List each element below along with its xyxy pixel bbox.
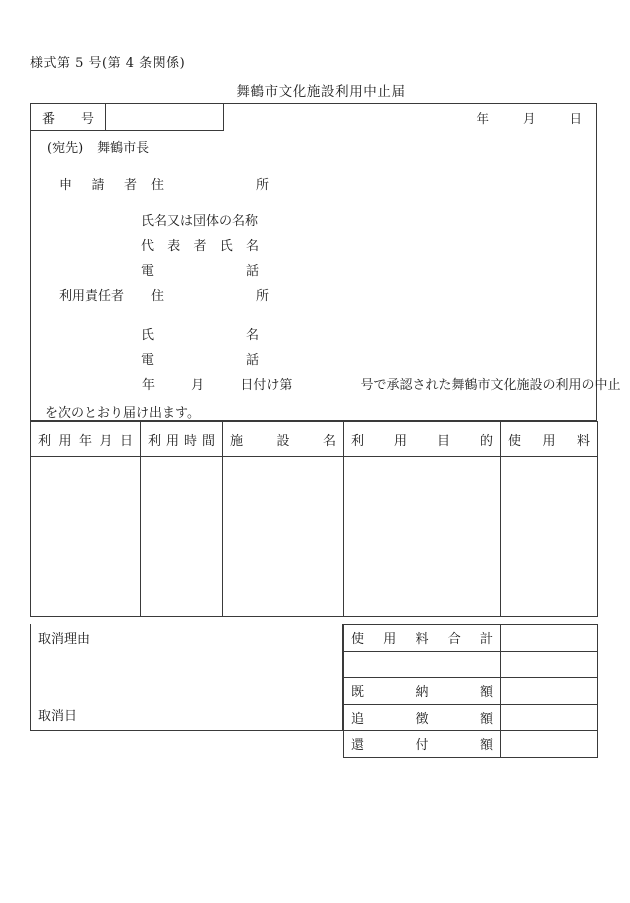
header-use-time: 利 用 時 間	[141, 422, 223, 457]
fee-row-total	[344, 625, 598, 652]
applicant-section-label: 申 請 者	[59, 178, 137, 193]
approval-day-label: 日付け第	[240, 378, 293, 393]
addressee-line	[47, 137, 149, 156]
applicant-address-label: 住 所	[151, 178, 269, 193]
manager-section-label: 利用責任者	[59, 289, 125, 304]
date-year-label: 年	[476, 111, 489, 126]
usage-table-header-row	[31, 422, 598, 457]
manager-tel-label: 電 話	[141, 353, 259, 368]
usage-table	[30, 421, 598, 617]
cancellation-block	[30, 624, 597, 758]
fee-total-label: 使 用 料 合 計	[344, 625, 501, 652]
document-title: 舞鶴市文化施設利用中止届	[236, 84, 406, 100]
cell-usage-fee[interactable]	[501, 457, 598, 617]
header-use-date: 利 用 年 月 日	[31, 422, 141, 457]
approval-year-label: 年	[142, 378, 156, 393]
table-row	[31, 457, 598, 617]
number-label	[31, 104, 106, 131]
applicant-org-name-label: 氏名又は団体の名称	[141, 214, 259, 229]
fee-row-refund	[344, 731, 598, 758]
fee-row-extra-charge	[344, 704, 598, 731]
date-month-label: 月	[522, 111, 536, 126]
date-day-label: 日	[569, 111, 582, 126]
approval-line-2: を次のとおり届け出ます。	[45, 406, 200, 421]
extra-charge-label: 追 徴 額	[344, 704, 501, 731]
extra-charge-value[interactable]	[501, 704, 598, 731]
applicant-block	[30, 103, 621, 421]
approval-number-text: 号で承認された舞鶴市文化施設の利用の中止	[360, 378, 621, 393]
fee-blank-label[interactable]	[344, 651, 501, 678]
cell-facility[interactable]	[223, 457, 344, 617]
fee-total-value[interactable]	[501, 625, 598, 652]
cancellation-reason-label: 取消理由	[38, 632, 91, 647]
applicant-org-name-row	[141, 210, 258, 229]
applicant-tel-row	[141, 260, 259, 279]
manager-name-row	[141, 324, 259, 343]
issue-date-line	[476, 109, 582, 127]
cell-purpose[interactable]	[344, 457, 501, 617]
number-label-char-1: 番	[42, 111, 56, 127]
fee-row-blank	[344, 651, 598, 678]
addressee-prefix: (宛先)	[47, 141, 84, 156]
header-usage-fee: 使 用 料	[501, 422, 598, 457]
cell-use-date[interactable]	[31, 457, 141, 617]
manager-name-label: 氏 名	[141, 328, 259, 343]
refund-value[interactable]	[501, 731, 598, 758]
already-paid-value[interactable]	[501, 678, 598, 705]
cancellation-reason-cell[interactable]	[30, 624, 343, 731]
cancellation-date-label: 取消日	[38, 709, 78, 724]
applicant-rep-name-label: 代 表 者 氏 名	[141, 239, 259, 254]
cell-use-time[interactable]	[141, 457, 223, 617]
applicant-rep-name-row	[141, 235, 259, 254]
header-facility: 施 設 名	[223, 422, 344, 457]
number-label-char-2: 号	[80, 111, 94, 127]
manager-address-label: 住 所	[151, 289, 269, 304]
number-input[interactable]	[106, 104, 224, 131]
manager-tel-row	[141, 349, 259, 368]
approval-line-1	[45, 374, 621, 393]
form-number: 様式第 5 号(第 4 条関係)	[30, 56, 186, 71]
applicant-tel-label: 電 話	[141, 264, 259, 279]
fee-summary-table	[343, 624, 598, 758]
approval-statement	[45, 374, 621, 421]
fee-row-already-paid	[344, 678, 598, 705]
refund-label: 還 付 額	[344, 731, 501, 758]
header-purpose: 利 用 目 的	[344, 422, 501, 457]
already-paid-label: 既 納 額	[344, 678, 501, 705]
approval-month-label: 月	[191, 378, 205, 393]
manager-address-row	[59, 285, 269, 304]
addressee-name: 舞鶴市長	[97, 141, 150, 156]
fee-blank-value[interactable]	[501, 651, 598, 678]
applicant-address-row	[59, 174, 269, 193]
